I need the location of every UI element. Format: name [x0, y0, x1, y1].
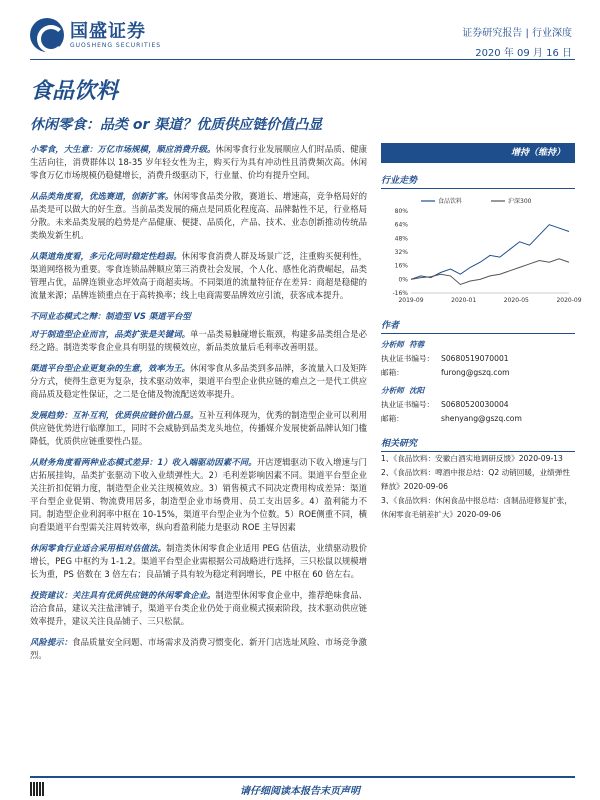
summary-paragraph: 休闲零食行业适合采用相对估值法。制造类休闲零食企业适用 PEG 估值法，业绩驱动股价增长，PEG 中枢约为 1-1.2。渠道平台型企业需根据公司战略进行选择，三只松鼠以规模增长为重，PS 倍数在 3 倍左右；良品铺子具有较为稳定利润增长，PE 中枢在 60 倍左右。: [30, 543, 367, 579]
summary-paragraph: 从财务角度看两种业态模式差异：1）收入端驱动因素不同。开店逻辑驱动下收入增速与门店拓展挂钩，品类扩张驱动下收入业绩弹性大。2）毛利差影响因素不同。渠道平台型企业关注折扣促销力度，制造型企业关注规模效应。3）销售模式不同决定费用构成差异：渠道平台型企业促销、物流费用居多，制造型企业市场费用、员工支出居多。4）盈利能力不同。制造型企业利润率中枢在 10-15%，渠道平台型企业为个位数。5）ROE侧重不同，横向看渠道平台型需关注周转效率，纵向看盈利能力是驱动 ROE 主导因素: [30, 457, 368, 532]
x-tick-label: 2019-09: [398, 297, 424, 304]
y-tick-label: 48%: [394, 235, 408, 243]
legend-label: 沪深300: [508, 198, 532, 205]
summary-paragraph: 投资建议：关注具有优质供应链的休闲零食企业。制造型休闲零食企业中，推荐绝味食品、洽洽食品，建议关注盐津铺子，渠道平台类企业仍处于商业模式摸索阶段，技术驱动供应链效率提升，建议关注良品铺子、三只松鼠。: [30, 590, 368, 626]
summary-column: [30, 143, 367, 670]
y-tick-label: 16%: [394, 262, 408, 270]
analyst-email[interactable]: furong@gszq.com: [441, 368, 510, 377]
related-item[interactable]: 1、《食品饮料：安徽白酒实地调研反馈》2020-09-13: [381, 454, 563, 463]
summary-paragraph: 渠道平台型企业更复杂的生意，效率为王。休闲零食从多品类到多品牌，多流量入口及矩阵分方式，使得生意更为复杂，技术驱动效率，渠道平台型企业供应链的难点之一是代工供应商品质及稳定性保证，之二是仓储及物流配送效率提升。: [30, 363, 368, 399]
analyst-name: 分析师 沈阳: [381, 386, 425, 395]
analyst-email[interactable]: shenyang@gszq.com: [441, 414, 522, 423]
header-divider: [30, 59, 575, 60]
y-tick-label: 64%: [394, 221, 408, 229]
analysts-title: 作者: [381, 318, 575, 334]
sector-title: 食品饮料: [30, 79, 119, 104]
page-footer: [0, 770, 600, 800]
analyst-name: 分析师 符蓉: [381, 340, 425, 349]
report-date: 2020 年 09 月 16 日: [475, 48, 572, 59]
sidebar: [381, 143, 582, 522]
trend-chart: [381, 193, 582, 308]
section-subtitle: 不同业态模式之辩：制造型 VS 渠道平台型: [30, 311, 191, 321]
summary-paragraph: 从渠道角度看，多元化同时稳定性趋弱。休闲零食消费人群及场景广泛，注重购买便利性，渠道网络极为重要。零食连锁品牌顺应第三消费社会发展，个人化、感性化消费崛起，品类管理占优，品牌连锁业态坪效高于商超卖场。不同渠道的流量特征存在差异：商超是稳健的流量来源；品牌连锁重点在于高转换率；线上电商需要品牌效应引流，获客成本提升。: [30, 251, 367, 300]
legend-label: 食品饮料: [438, 198, 463, 205]
summary-paragraph: 发展趋势：互补互利，优质供应链价值凸显。互补互利体现为，优秀的制造型企业可以利用供应链优势进行临摩加工，同时不会威胁到品类龙头地位，传播媒介发展使新品牌认知门槛降低，优质供应链重要性凸显。: [30, 410, 368, 446]
report-type: 证券研究报告 | 行业深度: [462, 28, 572, 39]
x-tick-label: 2020-01: [451, 297, 477, 304]
company-name-en: GUOSHENG SECURITIES: [70, 41, 162, 49]
analyst-block: 分析师 符蓉 执业证书编号： S0680519070001 邮箱： furong@gszq.com 分析师 沈阳 执业证书编号： S0680520030004 邮箱： shenyang@gszq.com: [381, 338, 575, 426]
summary-paragraph: 小零食，大生意：万亿市场规模，顺应消费升级。休闲零食行业发展顺应人们时品质、健康生活向往，消费群体以 18-35 岁年轻女性为主，购买行为具有冲动性且消费频次高。休闲零食万亿市场规模仍稳健增长，消费升级驱动下，行业量、价均有提升空间。: [30, 144, 368, 180]
company-name: 国盛证券: [70, 20, 146, 42]
related-item[interactable]: 3、《食品饮料：休闲食品中报总结：卤制品迎修复扩张，休闲零食毛销差扩大》2020-09-06: [381, 496, 572, 519]
page-header: [0, 0, 600, 62]
y-tick-label: 32%: [394, 249, 408, 256]
rating-badge: 增持（维持）: [381, 143, 575, 163]
footer-divider: [30, 776, 575, 778]
y-tick-label: 80%: [394, 208, 408, 215]
summary-paragraph: 风险提示：食品质量安全问题、市场需求及消费习惯变化、新开门店选址风险、市场竞争激烈。: [30, 637, 368, 660]
related-list: [381, 452, 575, 522]
x-tick-label: 2020-09: [556, 297, 582, 304]
x-tick-label: 2020-05: [503, 297, 529, 304]
series-line: [411, 225, 569, 280]
related-title: 相关研究: [381, 436, 575, 452]
summary-paragraph: 从品类角度看，优选赛道，创新扩客。休闲零食品类分散，赛道长、增速高，竞争格局好的品类是可以做大的好生意。当前品类发展的痛点是同质化程度高、品牌黏性不足，行业格局分散。未来品类发展的趋势是产品健康、便捷、品质化，产品、技术、业态创新推动传统品类焕发新生机。: [30, 191, 368, 240]
analyst-cert: S0680519070001: [441, 354, 509, 363]
analyst-cert: S0680520030004: [441, 400, 509, 409]
company-logo: [30, 18, 161, 52]
footer-disclaimer: 请仔细阅读本报告末页声明: [240, 786, 360, 797]
y-tick-label: 0%: [398, 276, 408, 284]
trend-chart-svg: [381, 193, 582, 308]
y-tick-label: -16%: [392, 290, 408, 297]
report-title: 休闲零食：品类 or 渠道？优质供应链价值凸显: [30, 117, 323, 133]
trend-title: 行业走势: [381, 173, 575, 189]
related-item[interactable]: 2、《食品饮料：啤酒中报总结：Q2 动销回暖，业绩弹性释放》2020-09-06: [381, 468, 570, 491]
summary-paragraph: 对于制造型企业而言，品类扩张是关键词。单一品类易触碰增长瓶颈，构建多品类组合是必经之路。制造类零食企业具有明显的规模效应，新品类放量后毛利率改善明显。: [30, 329, 368, 352]
series-line: [411, 259, 569, 285]
company-logo-icon: [30, 18, 64, 52]
